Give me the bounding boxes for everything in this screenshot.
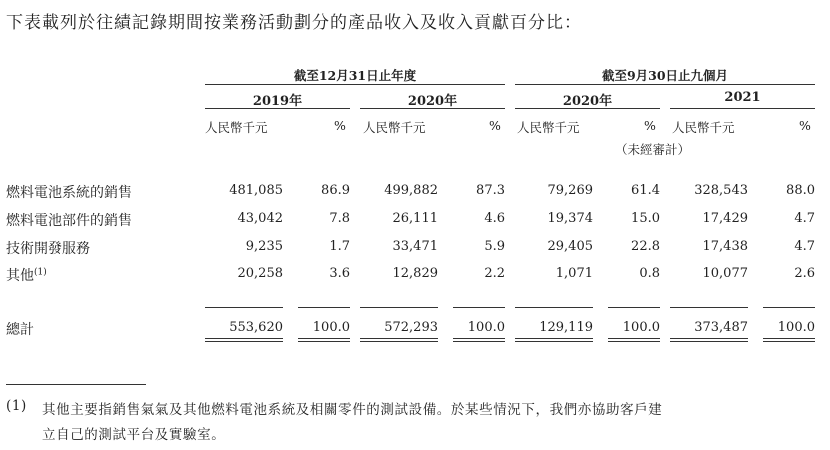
cell-percent: 1.7 [329, 239, 350, 254]
year-2020: 2020年 [407, 94, 458, 109]
year-2020-9m: 2020年 [562, 94, 613, 109]
unit-pct-4: % [799, 118, 811, 133]
cell-percent: 4.7 [794, 211, 815, 226]
cell-percent: 2.2 [484, 266, 505, 281]
cell-amount: 1,071 [555, 266, 593, 281]
total-amount: 553,620 [229, 320, 283, 335]
total-amount: 129,119 [539, 320, 593, 335]
cell-percent: 87.3 [476, 183, 505, 198]
cell-percent: 88.0 [786, 183, 815, 198]
row-label-text: 燃料電池部件的銷售 [6, 213, 132, 229]
cell-percent: 22.8 [631, 239, 660, 254]
cell-amount: 499,882 [384, 183, 438, 198]
total-bottom-rule-4 [453, 338, 505, 342]
unaudited-note: （未經審計） [615, 142, 691, 157]
cell-percent: 5.9 [484, 239, 505, 254]
cell-percent: 3.6 [329, 266, 350, 281]
cell-percent: 2.6 [794, 266, 815, 281]
total-top-rule-1 [205, 307, 283, 308]
cell-amount: 26,111 [392, 211, 438, 226]
total-percent: 100.0 [622, 320, 660, 335]
group-header-ninemonth: 截至9月30日止九個月 [601, 68, 729, 83]
cell-amount: 17,438 [702, 239, 748, 254]
cell-amount: 10,077 [702, 266, 748, 281]
total-top-rule-2 [298, 307, 350, 308]
row-label [6, 265, 47, 285]
total-top-rule-4 [453, 307, 505, 308]
unit-rmb-4: 人民幣千元 [672, 120, 735, 135]
total-bottom-rule-7 [670, 338, 748, 342]
cell-percent: 4.6 [484, 211, 505, 226]
cell-amount: 33,471 [392, 239, 438, 254]
unit-rmb-3: 人民幣千元 [517, 120, 580, 135]
total-bottom-rule-1 [205, 338, 283, 342]
total-top-rule-6 [608, 307, 660, 308]
cell-percent: 4.7 [794, 239, 815, 254]
unit-rmb-2: 人民幣千元 [363, 120, 426, 135]
cell-amount: 43,042 [237, 211, 283, 226]
year-rule-4 [670, 108, 815, 109]
year-rule-1 [205, 108, 350, 109]
total-bottom-rule-2 [298, 338, 350, 342]
total-amount: 572,293 [384, 320, 438, 335]
footnote-line1: 其他主要指銷售氣氣及其他燃料電池系統及相關零件的測試設備。於某些情況下，我們亦協助客戶建 [42, 402, 663, 418]
cell-amount: 29,405 [547, 239, 593, 254]
total-top-rule-5 [515, 307, 593, 308]
cell-amount: 12,829 [392, 266, 438, 281]
cell-amount: 17,429 [702, 211, 748, 226]
year-2021-9m: 2021 [724, 90, 761, 105]
intro-text: 下表載列於往績記錄期間按業務活動劃分的產品收入及收入貢獻百分比： [6, 13, 582, 33]
total-bottom-rule-3 [360, 338, 438, 342]
total-percent: 100.0 [777, 320, 815, 335]
cell-amount: 9,235 [245, 239, 283, 254]
cell-percent: 15.0 [631, 211, 660, 226]
total-top-rule-7 [670, 307, 748, 308]
row-footnote-ref: (1) [34, 267, 47, 278]
row-label [6, 210, 132, 230]
cell-amount: 79,269 [547, 183, 593, 198]
cell-amount: 20,258 [237, 266, 283, 281]
cell-amount: 328,543 [694, 183, 748, 198]
year-rule-2 [360, 108, 505, 109]
cell-amount: 19,374 [547, 211, 593, 226]
footnote-rule [6, 384, 146, 385]
group-header-ninemonth-rule [515, 84, 815, 85]
row-label-text: 其他 [6, 268, 34, 284]
cell-percent: 61.4 [631, 183, 660, 198]
row-label [6, 238, 90, 258]
group-header-year-rule [205, 84, 505, 85]
total-top-rule-3 [360, 307, 438, 308]
cell-amount: 481,085 [229, 183, 283, 198]
total-bottom-rule-5 [515, 338, 593, 342]
unit-pct-3: % [644, 118, 656, 133]
unit-rmb-1: 人民幣千元 [205, 120, 268, 135]
unit-pct-1: % [334, 118, 346, 133]
footnote-marker: (1) [6, 398, 27, 414]
total-percent: 100.0 [467, 320, 505, 335]
total-top-rule-8 [763, 307, 815, 308]
row-label-text: 燃料電池系統的銷售 [6, 185, 132, 201]
total-bottom-rule-8 [763, 338, 815, 342]
total-bottom-rule-6 [608, 338, 660, 342]
row-label-text: 技術開發服務 [6, 241, 90, 257]
cell-percent: 0.8 [639, 266, 660, 281]
total-percent: 100.0 [312, 320, 350, 335]
cell-percent: 7.8 [329, 211, 350, 226]
total-amount: 373,487 [694, 320, 748, 335]
row-label [6, 182, 132, 202]
year-2019: 2019年 [252, 94, 303, 109]
year-rule-3 [515, 108, 660, 109]
footnote-line2: 立自己的測試平台及實驗室。 [42, 427, 226, 443]
group-header-year: 截至12月31日止年度 [293, 68, 417, 83]
unit-pct-2: % [489, 118, 501, 133]
cell-percent: 86.9 [321, 183, 350, 198]
total-label: 總計 [6, 322, 34, 338]
